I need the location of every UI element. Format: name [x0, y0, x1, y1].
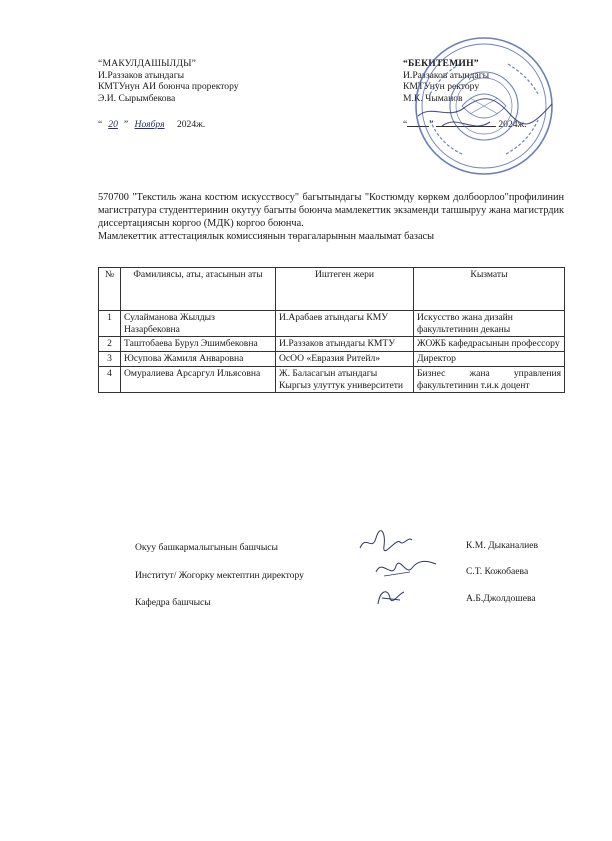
official-stamp — [412, 34, 557, 179]
table-row — [99, 311, 565, 337]
signature-name-3: А.Б.Джолдошева — [466, 593, 536, 604]
agreed-date-month: Ноября — [134, 118, 165, 130]
row-num: 2 — [99, 337, 121, 352]
agreed-name: Э.И. Сырымбекова — [98, 93, 176, 105]
row-name: Таштобаева Бурул Эшимбековна — [121, 337, 276, 352]
row-workplace: И.Арабаев атындагы КМУ — [276, 311, 414, 337]
header-position: Кызматы — [414, 268, 565, 311]
row-workplace: ОсОО «Евразия Ритейл» — [276, 352, 414, 367]
row-workplace: И.Раззаков атындагы КМТУ — [276, 337, 414, 352]
agreed-date: “ 20 ” Ноября 2024ж. — [98, 118, 206, 130]
agreed-date-year: 2024ж. — [176, 118, 206, 130]
table-row — [99, 352, 565, 367]
signature-mark-1 — [356, 528, 416, 556]
row-name: Сулайманова Жылдыз Назарбековна — [121, 311, 276, 337]
table-row — [99, 337, 565, 352]
header-name: Фамилиясы, аты, атасынын аты — [121, 268, 276, 311]
signature-mark-2 — [370, 554, 440, 582]
signature-name-1: К.М. Дыканалиев — [466, 540, 539, 551]
intro-paragraph: 570700 "Текстиль жана костюм искусствосу" багытындагы "Костюмду көркөм долбоорлоо"профилинин магистратура студенттеринин окутуу багыты боюнча мамлекеттик экзаменди тапшыруу жана магистрдик диссертациясын коргоо (МДК) коргоо боюнча. — [98, 192, 564, 229]
approved-line1: И.Раззаков атындагы — [403, 69, 490, 81]
commission-table — [98, 267, 565, 393]
table-header-row — [99, 268, 565, 311]
approved-date-year: 2024ж. — [498, 118, 527, 130]
signature-title-3: Кафедра башчысы — [135, 597, 211, 608]
row-position: Бизнес жана управления факультетинин т.и.к доцент — [414, 366, 565, 392]
header-workplace: Иштеген жери — [276, 268, 414, 311]
intro-heading: Мамлекеттик аттестациялык комиссиянын төрагаларынын маалымат базасы — [98, 230, 435, 242]
agreed-line1: И.Раззаков атындагы — [98, 69, 185, 81]
header-num: № — [99, 268, 121, 311]
row-name: Омуралиева Арсаргул Ильясовна — [121, 366, 276, 392]
signature-name-2: С.Т. Кожобаева — [466, 566, 529, 577]
agreed-date-day: 20 — [108, 118, 118, 130]
row-num: 1 — [99, 311, 121, 337]
intro-text — [98, 192, 564, 243]
signature-mark-3 — [370, 584, 410, 610]
row-position: ЖОЖБ кафедрасынын профессору — [414, 337, 565, 352]
table-row — [99, 366, 565, 392]
approved-line2: КМТУнун ректору — [403, 81, 480, 93]
row-num: 4 — [99, 366, 121, 392]
agreed-block — [98, 58, 239, 131]
approved-name: М.К. Чыманов — [403, 93, 463, 105]
signature-title-2: Институт/ Жогорку мектептин директору — [135, 570, 304, 581]
row-num: 3 — [99, 352, 121, 367]
row-position: Директор — [414, 352, 565, 367]
agreed-line2: КМТУнун АИ боюнча проректору — [98, 81, 239, 93]
row-position: Искусство жана дизайн факультетинин деканы — [414, 311, 565, 337]
row-name: Юсупова Жамиля Анваровна — [121, 352, 276, 367]
approved-title: “БЕКИТЕМИН” — [403, 58, 479, 69]
approved-date: “ ” 2024ж. — [403, 118, 527, 130]
row-workplace: Ж. Баласагын атындагы Кыргыз улуттук университети — [276, 366, 414, 392]
signature-title-1: Окуу башкармалыгынын башчысы — [135, 542, 278, 553]
agreed-title: “МАКУЛДАШЫЛДЫ” — [98, 58, 197, 69]
